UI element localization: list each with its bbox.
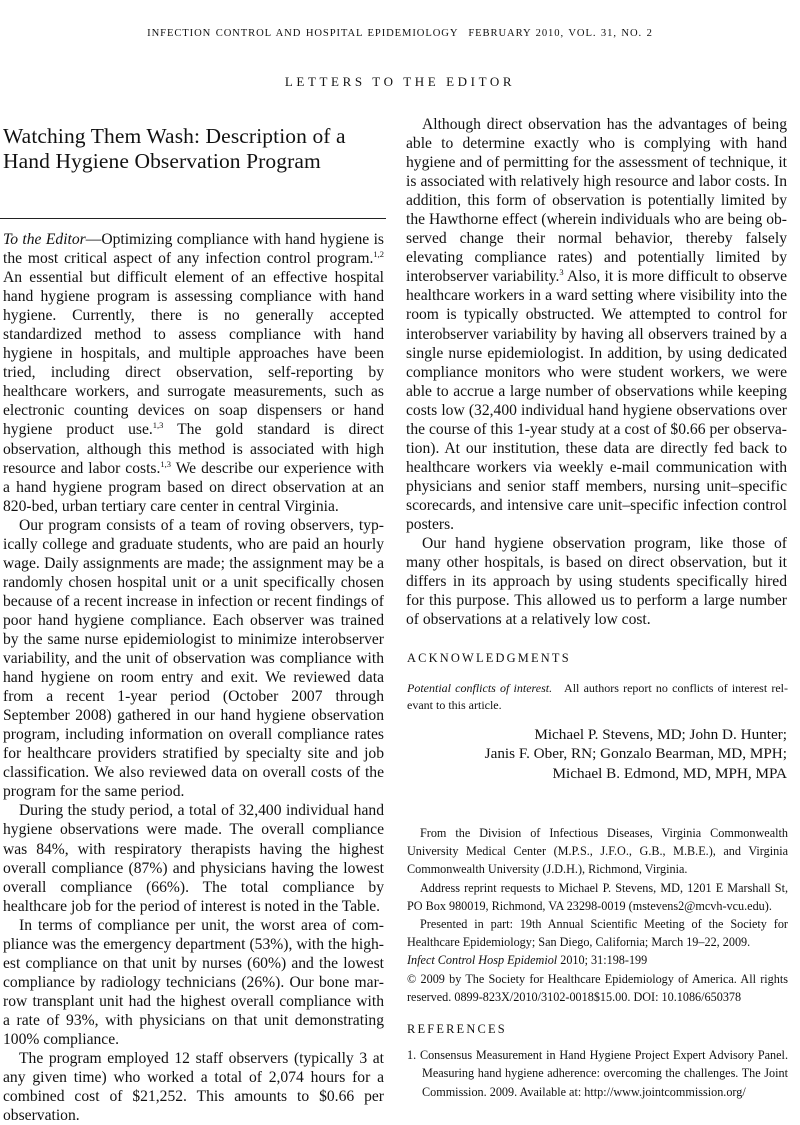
affiliation-block (407, 824, 788, 1006)
citation-line: Infect Control Hosp Epidemiol 2010; 31:198-199 (407, 953, 648, 968)
reprint-address: Address reprint requests to Michael P. Stevens, MD, 1201 E Marshall St, PO Box 980019, Richmond, VA 23298-0019 (mstevens2@mcvh-vcu.edu). (407, 880, 788, 913)
citation-superscript: 1,2 (373, 249, 384, 260)
author-list (406, 725, 787, 783)
reference-list (407, 1046, 788, 1101)
salutation: To the Editor (3, 231, 86, 248)
citation-superscript: 1,3 (152, 420, 164, 431)
affiliation-text: From the Division of Infectious Diseases, Virginia Commonwealth University Medical Center (M.P.S., J.F.O., G.B., M.B.E.), and Virginia Commonwealth University (J.D.H.), Richmond, Virginia. (407, 826, 788, 877)
references-heading: REFERENCES (407, 1022, 507, 1036)
copyright-line: © 2009 by The Society for Healthcare Epidemiology of America. All rights reserved. 0899-823X/2010/3102-0018$15.00. DOI: 10.1086/650378 (407, 971, 788, 1004)
author-line: Janis F. Ober, RN; Gonzalo Bearman, MD, MPH; (484, 745, 787, 763)
citation-superscript: 3 (559, 267, 564, 278)
article-title: Watching Them Wash: Description of a Hand Hygiene Observation Program (3, 124, 346, 173)
author-line: Michael P. Stevens, MD; John D. Hunter; (534, 726, 787, 743)
issue-info: FEBRUARY 2010, VOL. 31, NO. 2 (468, 28, 653, 39)
body-paragraph: Although direct observation has the advantages of being able to determine exactly who is complying with hand hygiene and of permitting for the assessment of technique, it is associated with relatively high resource and labor costs. In addition, this form of observation is potentially limited by the Hawthorne effect (wherein individuals who are being observed change their normal behavior, thereby falsely elevating compliance rates) and potentially limited by interobserver variability.$^3$ Also, it is more difficult to observe healthcare workers in a ward setting where visibility into the room is typically obstructed. We attempted to control for interobserver variability by having all observers trained by a single nurse epidemiologist. In addition, by using dedicated compliance monitors who were student workers, we were able to accrue a large number of observations while keeping costs low (32,400 individual hand hygiene observations over the course of this 1-year study at a cost of $0.66 per observation). At our institution, these data are directly fed back to healthcare workers via weekly e-mail communication with physicians and senior staff members, nursing unit–specific scorecards, and intensive care unit–specific infection control posters. (406, 116, 787, 533)
body-paragraph: During the study period, a total of 32,400 individual hand hygiene observations were made. The overall compliance was 84%, with respiratory therapists having the highest overall compliance (87%) and physicians having the lowest overall compliance (66%). The total compliance by healthcare job for the period of interest is noted in the Table. (3, 802, 384, 915)
conflicts-label: Potential conflicts of interest. (407, 681, 553, 695)
body-paragraph: In terms of compliance per unit, the worst area of compliance was the emergency department (53%), with the highest compliance on that unit by nurses (60%) and the lowest compliance by radiology technicians (26%). Our bone marrow transplant unit had the highest overall compliance with a rate of 93%, with physicians on that unit demonstrating 100% compliance. (3, 916, 384, 1048)
right-column (406, 115, 787, 629)
body-paragraph: To the Editor—Optimizing compliance with hand hygiene is the most critical aspect of any infection control program.$^{1,2}$ An essential but difficult element of an effective hospital hand hygiene program is assessing compliance with hand hygiene. Currently, there is no generally accepted standardized method to assess compliance with hand hygiene in hospitals, and multiple approaches have been tried, including direct observation, self-reporting by healthcare workers, and surrogate measurements, such as electronic counting devices on soap dispensers or hand hygiene product use.$^{1,3}$ The gold standard is direct observation, although this method is associated with high resource and labor costs.$^{1,3}$ We describe our experience with a hand hygiene program based on direct observation at an 820-bed, urban tertiary care center in central Virginia. (3, 231, 384, 515)
reference-item[interactable]: 1. Consensus Measurement in Hand Hygiene Project Expert Advisory Panel. Measuring hand hygiene adherence: overcoming the challenges. The Joint Commission. 2009. Available at: http://www.jointcommission.org/ (407, 1048, 788, 1099)
body-paragraph: The program employed 12 staff observers (typically 3 at any given time) who worked a total of 2,074 hours for a combined cost of $21,252. This amounts to $0.66 per observation. (3, 1050, 384, 1125)
acknowledgments-text: Potential conflicts of interest. All authors report no conflicts of interest relevant to this article. (407, 681, 788, 712)
title-divider (0, 218, 386, 219)
body-paragraph: Our program consists of a team of roving observers, typically college and graduate students, who are paid an hourly wage. Daily assignments are made; the assignment may be a randomly chosen hospital unit or a unit specifically chosen because of a recent increase in infection or recent findings of poor hand hygiene compliance. Each observer was trained by the same nurse epidemiologist to minimize interobserver variability, and the unit of observation was compliance with hand hygiene on room entry and exit. We reviewed data from a recent 1-year period (October 2007 through September 2008) gathered in our hand hygiene observation program, including information on overall compliance rates for healthcare providers stratified by specialty site and job classification. We also reviewed data on overall costs of the program for the same period. (3, 516, 384, 801)
presented-note: Presented in part: 19th Annual Scientific Meeting of the Society for Healthcare Epidemiology; San Diego, California; March 19–22, 2009. (407, 917, 788, 950)
citation-superscript: 1,3 (160, 458, 172, 469)
author-line: Michael B. Edmond, MD, MPH, MPA (552, 764, 787, 782)
left-column (3, 230, 384, 1125)
journal-name: INFECTION CONTROL AND HOSPITAL EPIDEMIOLOGY (147, 28, 459, 39)
section-title: LETTERS TO THE EDITOR (284, 74, 516, 89)
body-paragraph: Our hand hygiene observation program, like those of many other hospitals, is based on direct observation, but it differs in its approach by using students specifically hired for this purpose. This allowed us to perform a large number of observations at a relatively low cost. (406, 535, 787, 629)
acknowledgments-heading: ACKNOWLEDGMENTS (407, 651, 571, 665)
running-header (0, 28, 800, 39)
